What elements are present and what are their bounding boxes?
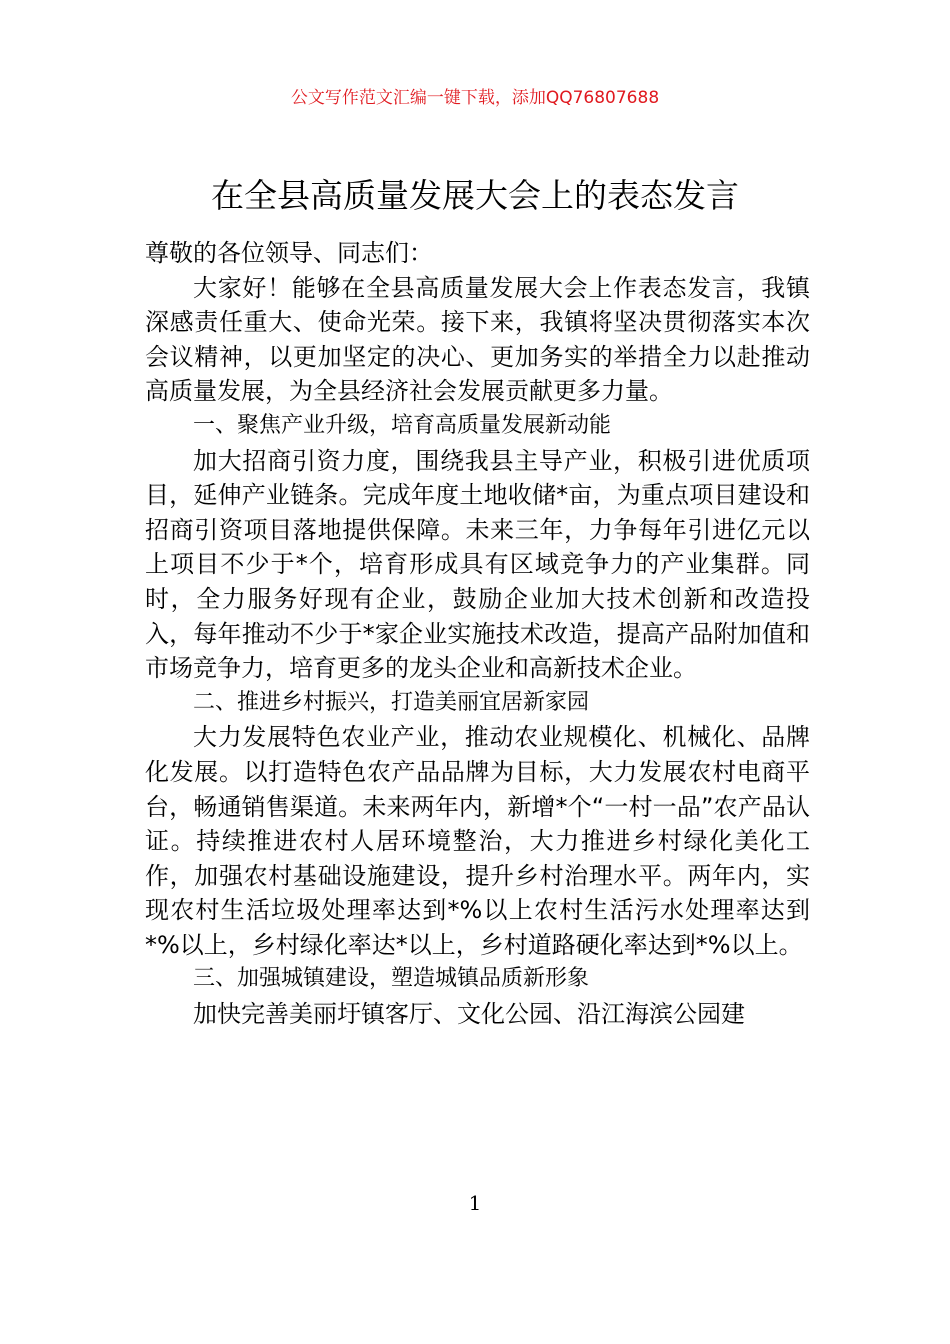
section-heading-1: 一、聚焦产业升级，培育高质量发展新动能 — [193, 412, 612, 438]
download-banner: 公文写作范文汇编一键下载，添加QQ76807688 — [290, 88, 660, 108]
section-paragraph-3: 加快完善美丽圩镇客厅、文化公园、沿江海滨公园建 — [193, 1000, 745, 1029]
document-body — [145, 236, 810, 1032]
section-paragraph-2: 大力发展特色农业产业，推动农业规模化、机械化、品牌化发展。以打造特色农产品品牌为目标，大力发展农村电商平台，畅通销售渠道。未来两年内，新增*个“一村一品”农产品认证。持续推进农村人居环境整治，大力推进乡村绿化美化工作，加强农村基础设施建设，提升乡村治理水平。两年内，实现农村生活垃圾处理率达到*%以上农村生活污水处理率达到*%以上，乡村绿化率达*以上，乡村道路硬化率达到*%以上。 — [145, 723, 810, 959]
intro-paragraph: 大家好！能够在全县高质量发展大会上作表态发言，我镇深感责任重大、使命光荣。接下来，我镇将坚决贯彻落实本次会议精神，以更加坚定的决心、更加务实的举措全力以赴推动高质量发展，为全县经济社会发展贡献更多力量。 — [145, 273, 810, 406]
section-paragraph-1: 加大招商引资力度，围绕我县主导产业，积极引进优质项目，延伸产业链条。完成年度土地收储*亩，为重点项目建设和招商引资项目落地提供保障。未来三年，力争每年引进亿元以上项目不少于*个，培育形成具有区域竞争力的产业集群。同时，全力服务好现有企业，鼓励企业加大技术创新和改造投入，每年推动不少于*家企业实施技术改造，提高产品附加值和市场竞争力，培育更多的龙头企业和高新技术企业。 — [145, 446, 810, 683]
page-number: 1 — [468, 1191, 482, 1215]
document-title: 在全县高质量发展大会上的表态发言 — [211, 176, 739, 215]
section-heading-2: 二、推进乡村振兴，打造美丽宜居新家园 — [193, 689, 590, 715]
section-heading-3: 三、加强城镇建设，塑造城镇品质新形象 — [193, 966, 590, 992]
salutation: 尊敬的各位领导、同志们： — [145, 239, 433, 267]
